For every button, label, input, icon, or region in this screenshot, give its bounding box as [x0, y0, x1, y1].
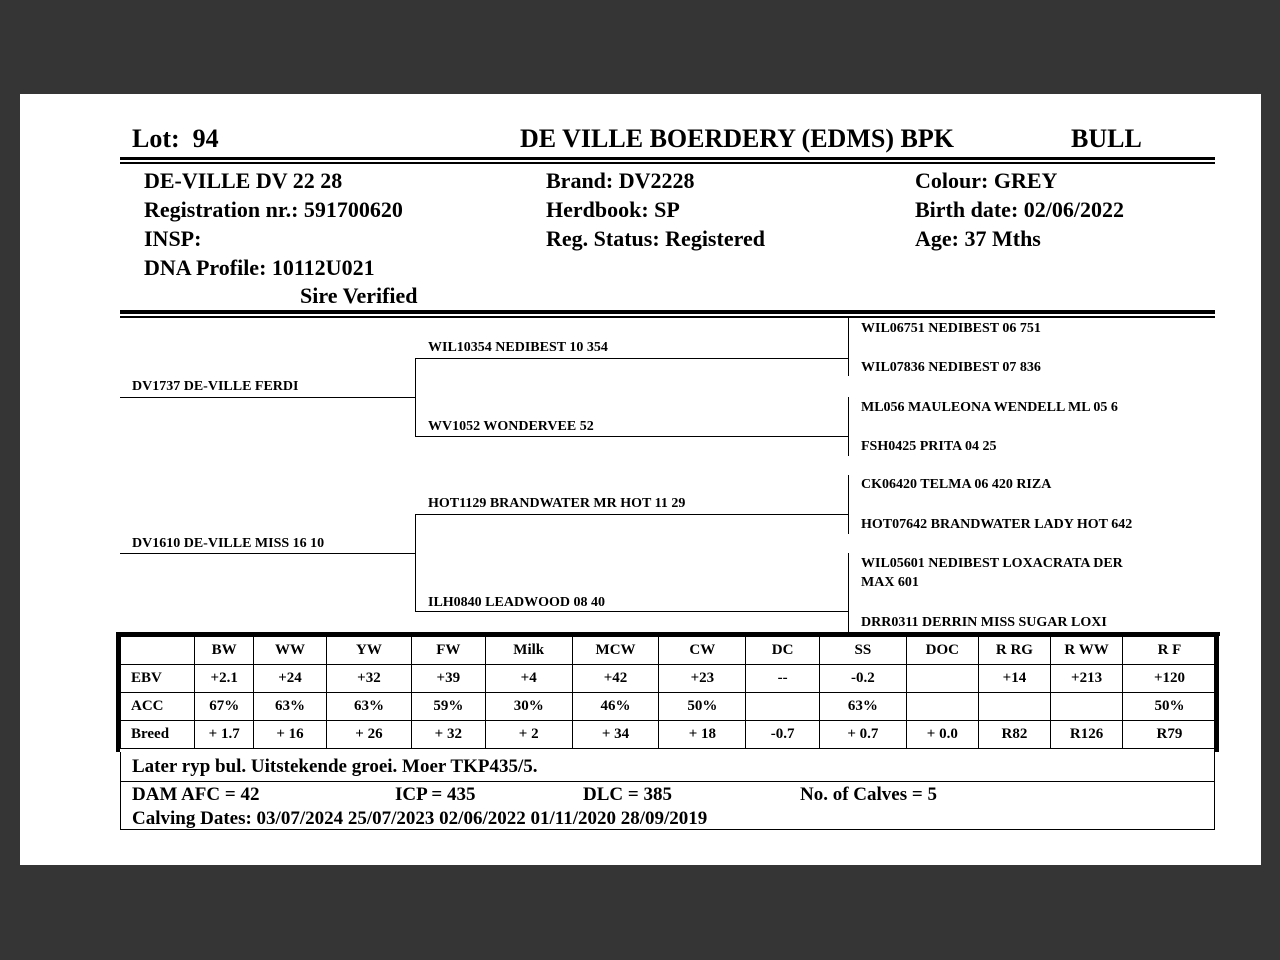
header-rule: [120, 157, 1215, 160]
ebv-header-cell: WW: [254, 637, 327, 665]
ebv-cell: 63%: [254, 693, 327, 721]
insp-field: INSP:: [144, 226, 202, 251]
ebv-cell: +213: [1051, 665, 1123, 693]
ebv-header-cell: R RG: [978, 637, 1050, 665]
ebv-cell: + 0.0: [906, 721, 978, 749]
lot-label: [132, 124, 219, 154]
ebv-cell: --: [746, 665, 819, 693]
ebv-header-row: [121, 637, 1217, 665]
ebv-cell: R126: [1051, 721, 1123, 749]
ebv-cell: 63%: [819, 693, 906, 721]
ebv-header-cell: BW: [195, 637, 254, 665]
pedigree-bracket: [848, 553, 849, 635]
ebv-cell: [906, 665, 978, 693]
ebv-cell: ACC: [121, 693, 195, 721]
ebv-header-cell: R WW: [1051, 637, 1123, 665]
calving-dates: Calving Dates: 03/07/2024 25/07/2023 02/06/2022 01/11/2020 28/09/2019: [132, 808, 708, 829]
ebv-cell: +24: [254, 665, 327, 693]
ebv-cell: + 32: [412, 721, 486, 749]
ebv-cell: + 34: [572, 721, 658, 749]
ebv-cell: [906, 693, 978, 721]
colour: Colour: GREY: [915, 168, 1058, 193]
pedigree-ssd: WIL07836 NEDIBEST 07 836: [861, 360, 1041, 375]
ebv-cell: -0.7: [746, 721, 819, 749]
ebv-header-cell: FW: [412, 637, 486, 665]
lot-number: 94: [192, 124, 219, 153]
ebv-cell: EBV: [121, 665, 195, 693]
info-rule: [120, 310, 1215, 314]
ebv-cell: -0.2: [819, 665, 906, 693]
ebv-table: [120, 636, 1217, 749]
ebv-cell: +4: [485, 665, 572, 693]
ebv-cell: +39: [412, 665, 486, 693]
pedigree-dds: [861, 556, 1123, 572]
pedigree-sdd: FSH0425 PRITA 04 25: [861, 439, 997, 454]
sire-verified: Sire Verified: [300, 283, 418, 308]
breeder-name: DE VILLE BOERDERY (EDMS) BPK: [520, 124, 954, 153]
pedigree-line: [415, 514, 849, 515]
dam-afc: DAM AFC = 42: [132, 784, 260, 805]
ebv-cell: [746, 693, 819, 721]
ebv-header-cell: Milk: [485, 637, 572, 665]
dna-profile: DNA Profile: 10112U021: [144, 255, 375, 280]
ebv-cell: 59%: [412, 693, 486, 721]
ebv-cell: +2.1: [195, 665, 254, 693]
ebv-cell: + 18: [659, 721, 746, 749]
registration-number: Registration nr.: 591700620: [144, 197, 403, 222]
pedigree-line: [415, 436, 849, 437]
pedigree-sire: DV1737 DE-VILLE FERDI: [132, 379, 299, 394]
ebv-cell: 46%: [572, 693, 658, 721]
pedigree-line: [120, 553, 416, 554]
ebv-cell: + 16: [254, 721, 327, 749]
pedigree-dss: CK06420 TELMA 06 420 RIZA: [861, 477, 1052, 492]
ebv-cell: 30%: [485, 693, 572, 721]
pedigree-sss: WIL06751 NEDIBEST 06 751: [861, 321, 1041, 336]
pedigree-sire-sire: WIL10354 NEDIBEST 10 354: [428, 340, 608, 355]
pedigree-dam-dam: ILH0840 LEADWOOD 08 40: [428, 595, 605, 610]
ebv-row-ebv: [121, 665, 1217, 693]
birth-date: Birth date: 02/06/2022: [915, 197, 1124, 222]
ebv-row-acc: [121, 693, 1217, 721]
brand: Brand: DV2228: [546, 168, 695, 193]
pedigree-dam: DV1610 DE-VILLE MISS 16 10: [132, 536, 325, 551]
pedigree-bracket: [415, 358, 416, 437]
ebv-cell: [978, 693, 1050, 721]
pedigree-bracket: [848, 475, 849, 534]
reg-status: Reg. Status: Registered: [546, 226, 765, 251]
comment-text: Later ryp bul. Uitstekende groei. Moer TKP435/5.: [132, 756, 538, 777]
animal-name: DE-VILLE DV 22 28: [144, 168, 343, 193]
herdbook: Herdbook: SP: [546, 197, 680, 222]
ebv-cell: +32: [326, 665, 411, 693]
pedigree-dam-sire: HOT1129 BRANDWATER MR HOT 11 29: [428, 496, 686, 511]
animal-sex: BULL: [1071, 124, 1142, 153]
ebv-header-cell: DC: [746, 637, 819, 665]
ebv-cell: Breed: [121, 721, 195, 749]
pedigree-dds-2: [861, 575, 919, 591]
pedigree-line: [415, 358, 849, 359]
pedigree-line: [120, 397, 416, 398]
dam-dlc: DLC = 385: [583, 784, 672, 805]
ebv-header-cell: [121, 637, 195, 665]
pedigree-sds: ML056 MAULEONA WENDELL ML 05 6: [861, 400, 1118, 415]
pedigree-sire-dam: WV1052 WONDERVEE 52: [428, 419, 594, 434]
dam-icp: ICP = 435: [395, 784, 476, 805]
ebv-header-cell: YW: [326, 637, 411, 665]
ebv-header-cell: MCW: [572, 637, 658, 665]
lot-label-text: Lot:: [132, 124, 180, 153]
ebv-cell: + 26: [326, 721, 411, 749]
pedigree-dsd: HOT07642 BRANDWATER LADY HOT 642: [861, 517, 1133, 532]
ebv-cell: 50%: [659, 693, 746, 721]
ebv-cell: + 0.7: [819, 721, 906, 749]
ebv-cell: R79: [1122, 721, 1216, 749]
ebv-cell: R82: [978, 721, 1050, 749]
ebv-cell: +14: [978, 665, 1050, 693]
ebv-cell: 50%: [1122, 693, 1216, 721]
pedigree-ddd: DRR0311 DERRIN MISS SUGAR LOXI: [861, 615, 1107, 630]
pedigree-dds-line2: MAX 601: [861, 575, 919, 590]
ebv-cell: 63%: [326, 693, 411, 721]
info-rule-2: [120, 316, 1215, 318]
pedigree-bracket: [848, 397, 849, 456]
age: Age: 37 Mths: [915, 226, 1041, 251]
comment-divider: [120, 781, 1215, 782]
ebv-header-cell: SS: [819, 637, 906, 665]
ebv-cell: +23: [659, 665, 746, 693]
ebv-cell: [1051, 693, 1123, 721]
ebv-header-cell: R F: [1122, 637, 1216, 665]
ebv-cell: +120: [1122, 665, 1216, 693]
ebv-cell: + 2: [485, 721, 572, 749]
ebv-header-cell: CW: [659, 637, 746, 665]
ebv-row-breed: [121, 721, 1217, 749]
pedigree-dds-line1: WIL05601 NEDIBEST LOXACRATA DER: [861, 556, 1123, 571]
ebv-cell: +42: [572, 665, 658, 693]
pedigree-line: [415, 611, 849, 612]
pedigree-bracket: [848, 318, 849, 376]
ebv-cell: + 1.7: [195, 721, 254, 749]
dam-calves: No. of Calves = 5: [800, 784, 937, 805]
pedigree-bracket: [415, 514, 416, 612]
ebv-header-cell: DOC: [906, 637, 978, 665]
ebv-cell: 67%: [195, 693, 254, 721]
header-rule-2: [120, 162, 1215, 164]
